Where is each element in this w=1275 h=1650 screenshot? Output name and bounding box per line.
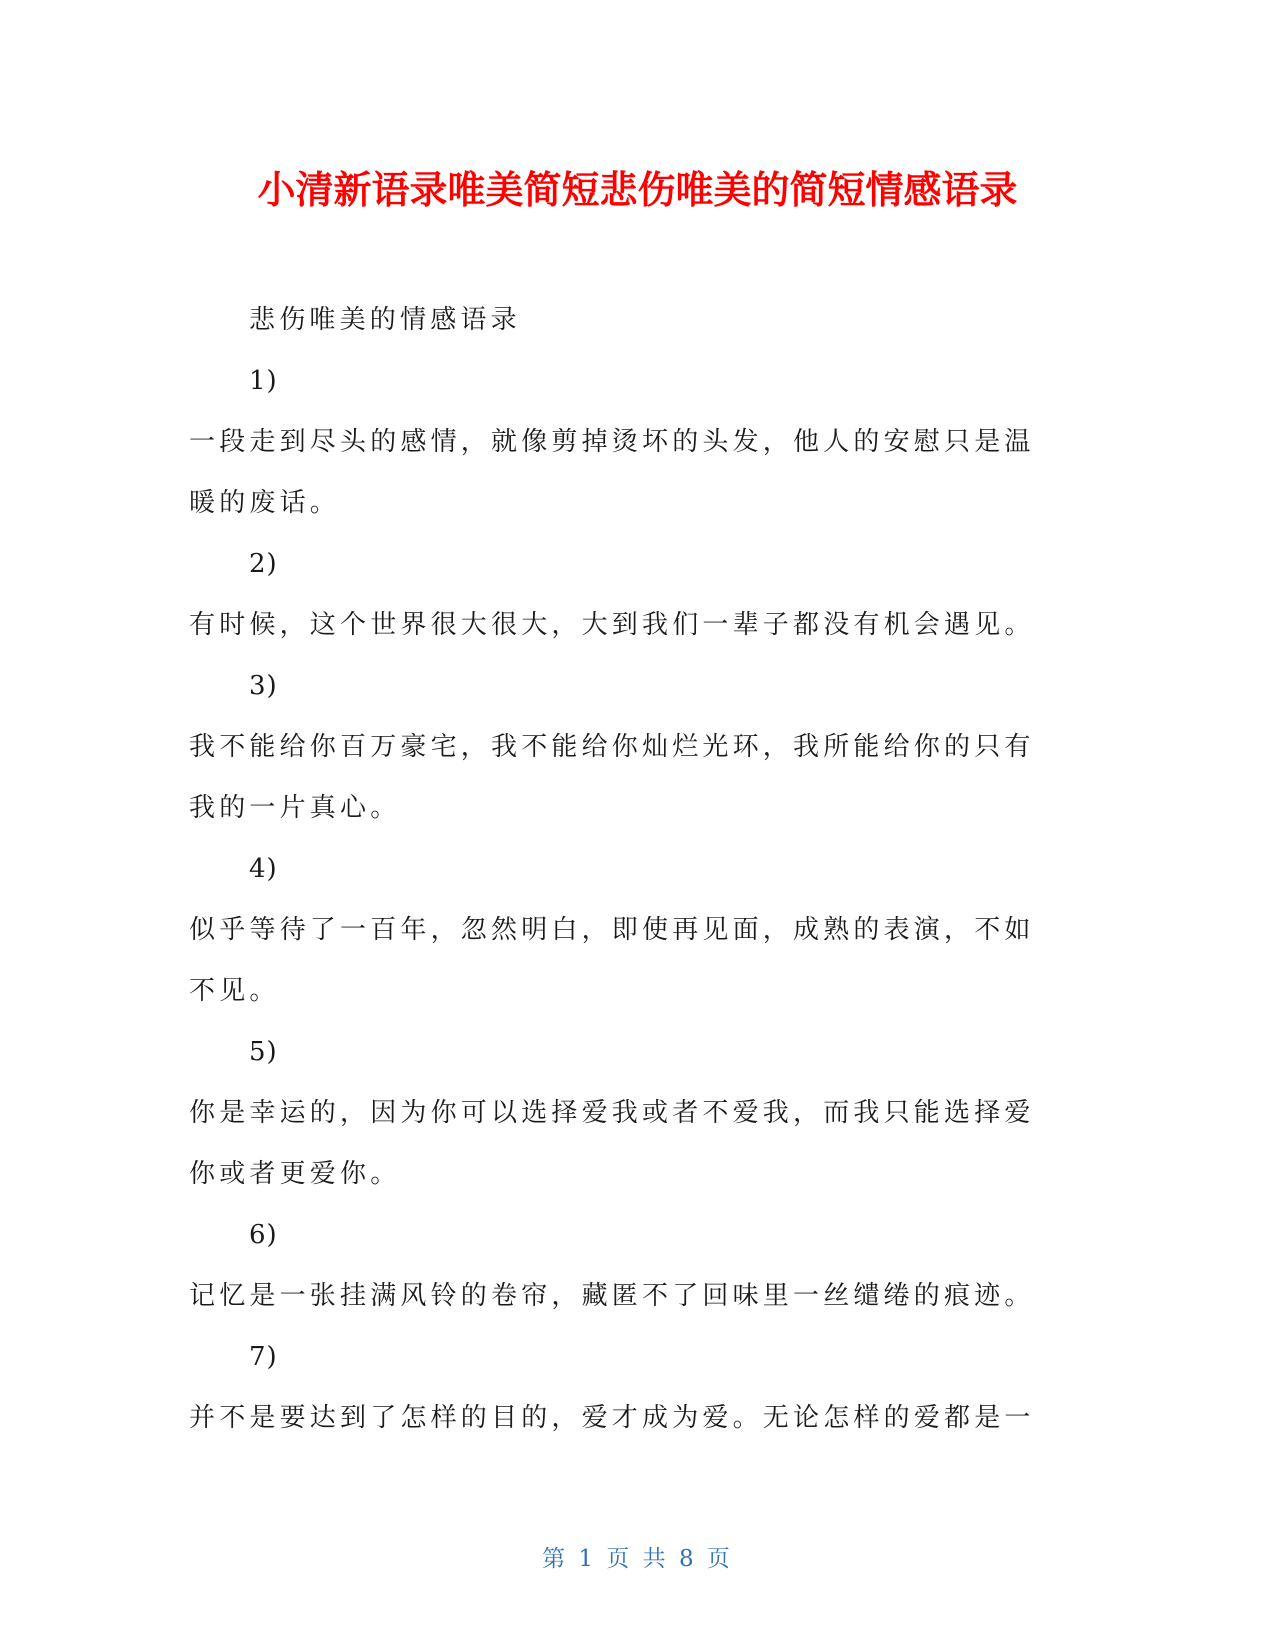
body-line: 不见。 [189,976,280,1006]
item-number: 2) [249,549,278,579]
item-number: 5) [249,1037,278,1067]
body-line: 你或者更爱你。 [189,1159,401,1189]
body-line: 我不能给你百万豪宅，我不能给你灿烂光环，我所能给你的只有 [189,732,1035,762]
body-line: 我的一片真心。 [189,793,401,823]
document-title: 小清新语录唯美简短悲伤唯美的简短情感语录 [257,168,1018,212]
body-line: 似乎等待了一百年，忽然明白，即使再见面，成熟的表演，不如 [189,915,1035,945]
body-line: 有时候，这个世界很大很大，大到我们一辈子都没有机会遇见。 [189,610,1035,640]
body-line: 记忆是一张挂满风铃的卷帘，藏匿不了回味里一丝缱绻的痕迹。 [189,1281,1035,1311]
item-number: 6) [249,1220,278,1250]
body-line: 你是幸运的，因为你可以选择爱我或者不爱我，而我只能选择爱 [189,1098,1035,1128]
item-number: 3) [249,671,278,701]
document-body [189,290,1069,1449]
item-number: 7) [249,1342,278,1372]
section-heading: 悲伤唯美的情感语录 [249,305,521,335]
item-number: 1) [249,366,278,396]
body-line: 并不是要达到了怎样的目的，爱才成为爱。无论怎样的爱都是一 [189,1403,1035,1433]
page-footer: 第 1 页 共 8 页 [542,1546,733,1572]
item-number: 4) [249,854,278,884]
body-line: 一段走到尽头的感情，就像剪掉烫坏的头发，他人的安慰只是温 [189,427,1035,457]
body-line: 暖的废话。 [189,488,341,518]
